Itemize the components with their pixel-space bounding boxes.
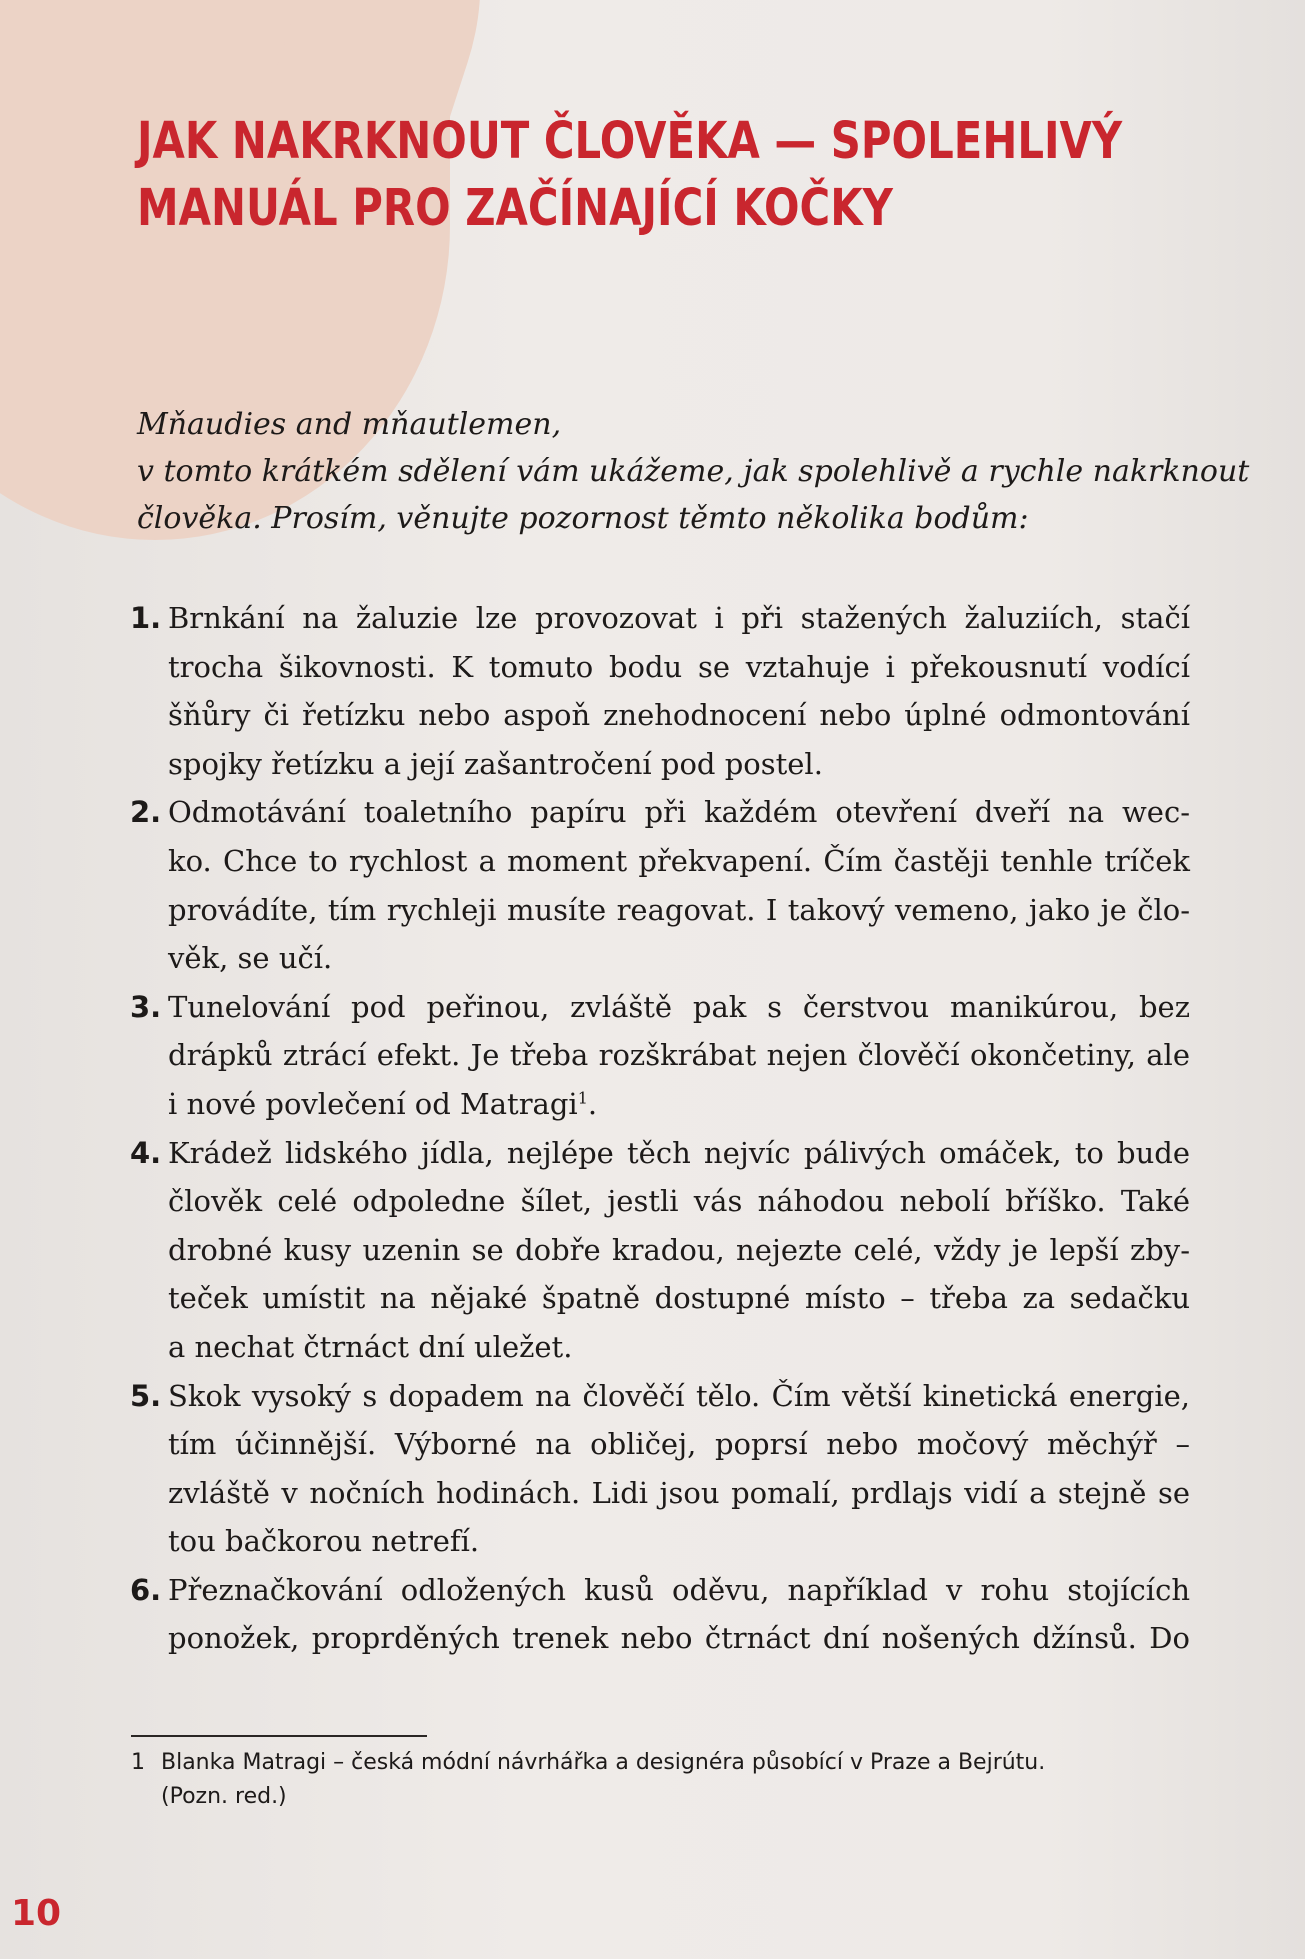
list-item-line bbox=[168, 1080, 1190, 1129]
list-item-line: a nechat čtrnáct dní uležet. bbox=[168, 1329, 573, 1364]
list-item-text: i nové povlečení od Matragi bbox=[168, 1086, 578, 1121]
list-item bbox=[130, 983, 1190, 1129]
list-item bbox=[130, 788, 1190, 982]
list-item-line: ponožek, proprděných trenek nebo čtrnáct dní nošených džínsů. Do bbox=[168, 1621, 1190, 1656]
list-item-number: 1. bbox=[130, 601, 162, 635]
list-item-line: tím účinnější. Výborné na obličej, poprsí nebo močový měchýř – bbox=[168, 1427, 1190, 1462]
title-line: JAK NAKRKNOUT ČLOVĚKA — SPOLEHLIVÝ bbox=[137, 112, 1123, 171]
list-item-number: 4. bbox=[130, 1135, 162, 1170]
title-line: MANUÁL PRO ZAČÍNAJÍCÍ KOČKY bbox=[137, 179, 893, 238]
list-item-line: Krádež lidského jídla, nejlépe těch nejvíc pálivých omáček, to bude bbox=[168, 1135, 1190, 1170]
list-item-number: 6. bbox=[130, 1572, 162, 1607]
list-item-line: trocha šikovnosti. K tomuto bodu se vztahuje i překousnutí vodící bbox=[168, 649, 1190, 684]
page-number: 10 bbox=[11, 1893, 62, 1934]
list-item-text-tail: . bbox=[587, 1086, 598, 1121]
footnote-divider bbox=[131, 1735, 427, 1737]
footnote-reference[interactable]: 1 bbox=[577, 1088, 588, 1108]
list-item-line: Skok vysoký s dopadem na člověčí tělo. Čím větší kinetická energie, bbox=[168, 1378, 1190, 1413]
list-item-line: provádíte, tím rychleji musíte reagovat. I takový vemeno, jako je člo- bbox=[168, 892, 1190, 927]
list-item-line: člověk celé odpoledne šílet, jestli vás náhodou nebolí bříško. Také bbox=[168, 1184, 1190, 1219]
list-item-line: drápků ztrácí efekt. Je třeba rozškrábat nejen člověčí okončetiny, ale bbox=[168, 1038, 1190, 1073]
list-item-line: šňůry či řetízku nebo aspoň znehodnocení nebo úplné odmontování bbox=[168, 698, 1190, 733]
footnote-number: 1 bbox=[131, 1750, 145, 1775]
list-item-line: teček umístit na nějaké špatně dostupné místo – třeba za sedačku bbox=[168, 1281, 1190, 1316]
list-item-line: věk, se učí. bbox=[168, 941, 333, 976]
list-item-line: Tunelování pod peřinou, zvláště pak s čerstvou manikúrou, bez bbox=[168, 989, 1190, 1024]
list-item-number: 2. bbox=[130, 795, 162, 830]
list-item-line: zvláště v nočních hodinách. Lidi jsou pomalí, prdlajs vidí a stejně se bbox=[168, 1475, 1190, 1510]
list-item-line: spojky řetízku a její zašantročení pod postel. bbox=[168, 746, 823, 781]
list-item bbox=[130, 1129, 1190, 1372]
list-item-line: drobné kusy uzenin se dobře kradou, nejezte celé, vždy je lepší zby- bbox=[168, 1232, 1190, 1267]
numbered-list bbox=[130, 594, 1190, 1663]
list-item bbox=[130, 1566, 1190, 1663]
list-item-line: Přeznačkování odložených kusů oděvu, například v rohu stojících bbox=[168, 1572, 1190, 1607]
footnote bbox=[131, 1746, 1171, 1814]
intro-paragraph bbox=[137, 401, 1250, 542]
list-item-line: Brnkání na žaluzie lze provozovat i při stažených žaluziích, stačí bbox=[168, 601, 1190, 635]
chapter-title bbox=[137, 108, 1123, 242]
list-item-line: ko. Chce to rychlost a moment překvapení. Čím častěji tenhle tríček bbox=[168, 843, 1190, 878]
intro-line: v tomto krátkém sdělení vám ukážeme, jak spolehlivě a rychle nakrknout bbox=[137, 454, 1250, 489]
list-item-line: tou bačkorou netrefí. bbox=[168, 1524, 480, 1559]
list-item-line: Odmotávání toaletního papíru při každém otevření dveří na wec- bbox=[168, 795, 1190, 830]
list-item bbox=[130, 1372, 1190, 1566]
footnote-line: Blanka Matragi – česká módní návrhářka a designéra působící v Praze a Bejrútu. bbox=[161, 1750, 1046, 1775]
list-item-number: 3. bbox=[130, 989, 162, 1024]
intro-line: člověka. Prosím, věnujte pozornost těmto několika bodům: bbox=[137, 501, 1029, 536]
list-item bbox=[130, 594, 1190, 788]
footnote-line: (Pozn. red.) bbox=[161, 1784, 287, 1809]
list-item-number: 5. bbox=[130, 1378, 162, 1413]
intro-line: Mňaudies and mňautlemen, bbox=[137, 407, 562, 442]
